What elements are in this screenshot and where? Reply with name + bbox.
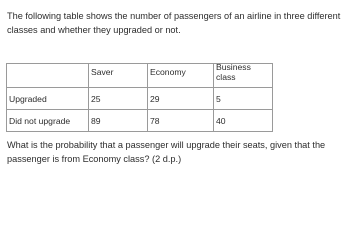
- passenger-table: [6, 63, 273, 132]
- row-label-did-not-upgrade: Did not upgrade: [7, 110, 89, 132]
- header-saver: Saver: [89, 64, 148, 88]
- question-paragraph: What is the probability that a passenger will upgrade their seats, given that the passenger is from Economy class? (2 d.p.): [7, 140, 326, 164]
- table-row-did-not-upgrade: [7, 110, 273, 132]
- header-business-class: Business class: [214, 64, 273, 88]
- cell-upgraded-saver: 25: [89, 88, 148, 110]
- row-label-upgraded: Upgraded: [7, 88, 89, 110]
- intro-paragraph: The following table shows the number of passengers of an airline in three different classes and whether they upgraded or not.: [7, 11, 341, 35]
- passenger-table-container: [6, 63, 273, 132]
- table-row-upgraded: [7, 88, 273, 110]
- cell-not-upgraded-economy: 78: [148, 110, 214, 132]
- cell-upgraded-economy: 29: [148, 88, 214, 110]
- cell-not-upgraded-business: 40: [214, 110, 273, 132]
- cell-not-upgraded-saver: 89: [89, 110, 148, 132]
- header-corner-cell: [7, 64, 89, 88]
- cell-upgraded-business: 5: [214, 88, 273, 110]
- table-header-row: [7, 64, 273, 88]
- header-economy: Economy: [148, 64, 214, 88]
